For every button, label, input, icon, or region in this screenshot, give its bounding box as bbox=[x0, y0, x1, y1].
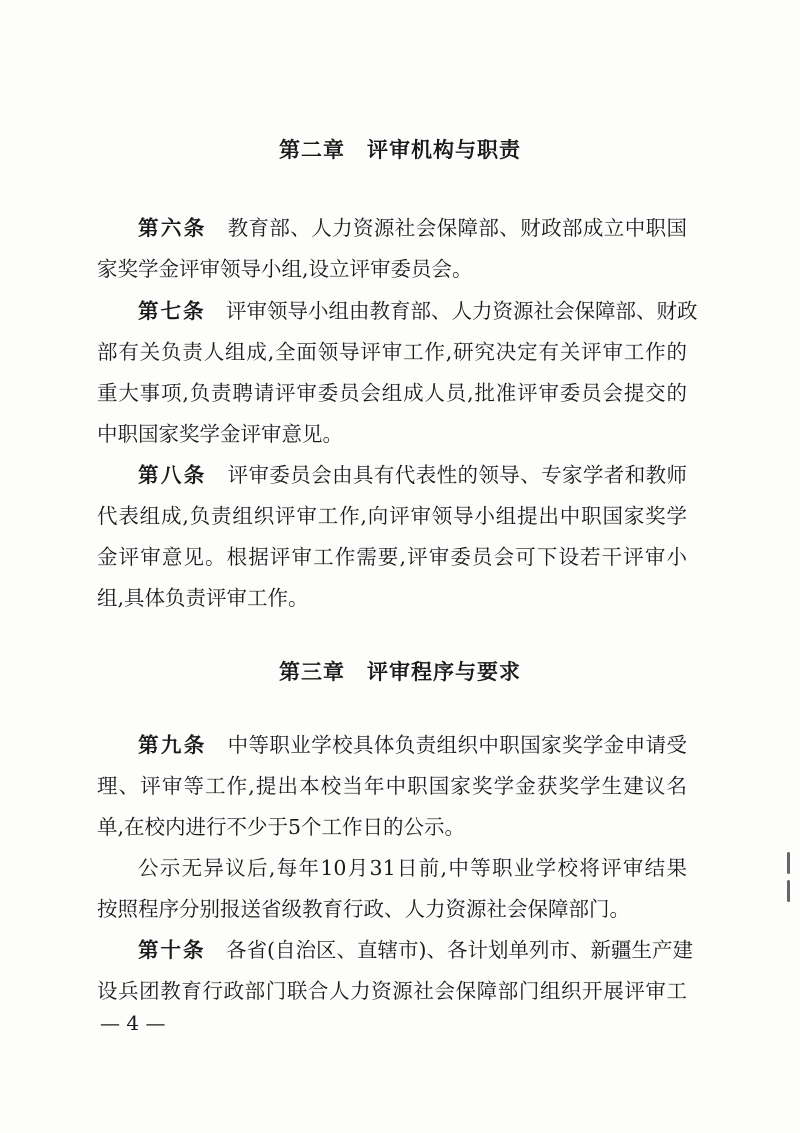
article-7-label: 第七条 bbox=[138, 299, 206, 323]
article-8-line-3: 金评审意见。根据评审工作需要,评审委员会可下设若干评审小 bbox=[97, 545, 687, 569]
article-7-line-1 bbox=[138, 296, 698, 326]
article-9-line-1 bbox=[138, 730, 687, 760]
article-9-line-2: 理、评审等工作,提出本校当年中职国家奖学金获奖学生建议名 bbox=[97, 774, 687, 798]
article-9-line-3: 单,在校内进行不少于5个工作日的公示。 bbox=[97, 815, 466, 839]
article-8-label: 第八条 bbox=[138, 463, 207, 487]
article-10-label: 第十条 bbox=[138, 938, 206, 962]
article-7-line-3: 重大事项,负责聘请评审委员会组成人员,批准评审委员会提交的 bbox=[97, 381, 687, 405]
article-7-line-2: 部有关负责人组成,全面领导评审工作,研究决定有关评审工作的 bbox=[97, 340, 687, 364]
chapter-2-heading: 第二章 评审机构与职责 bbox=[279, 138, 521, 162]
article-8-line-2: 代表组成,负责组织评审工作,向评审领导小组提出中职国家奖学 bbox=[97, 504, 687, 528]
publicity-line-2: 按照程序分别报送省级教育行政、人力资源社会保障部门。 bbox=[97, 897, 630, 921]
article-7-line-4: 中职国家奖学金评审意见。 bbox=[97, 422, 343, 446]
article-6-label: 第六条 bbox=[138, 216, 207, 240]
article-8-text: 评审委员会由具有代表性的领导、专家学者和教师 bbox=[227, 463, 688, 487]
article-10-text: 各省(自治区、直辖市)、各计划单列市、新疆生产建 bbox=[226, 938, 693, 962]
article-9-text: 中等职业学校具体负责组织中职国家奖学金申请受 bbox=[227, 733, 688, 757]
article-10-line-1 bbox=[138, 935, 693, 965]
publicity-line-1: 公示无异议后,每年10月31日前,中等职业学校将评审结果 bbox=[138, 856, 687, 880]
article-6-text: 教育部、人力资源社会保障部、财政部成立中职国 bbox=[227, 216, 688, 240]
article-10-line-2: 设兵团教育行政部门联合人力资源社会保障部门组织开展评审工 bbox=[97, 979, 687, 1003]
scan-edge-mark bbox=[787, 880, 790, 902]
article-8-line-4: 组,具体负责评审工作。 bbox=[97, 586, 309, 610]
chapter-3-heading: 第三章 评审程序与要求 bbox=[279, 660, 521, 684]
article-6-line-1 bbox=[138, 213, 687, 243]
article-6-line-2: 家奖学金评审领导小组,设立评审委员会。 bbox=[97, 257, 473, 281]
scan-edge-mark bbox=[787, 852, 790, 874]
article-7-text: 评审领导小组由教育部、人力资源社会保障部、财政 bbox=[226, 299, 698, 323]
article-8-line-1 bbox=[138, 460, 687, 490]
article-9-label: 第九条 bbox=[138, 733, 207, 757]
page-number: — 4 — bbox=[100, 1011, 166, 1035]
